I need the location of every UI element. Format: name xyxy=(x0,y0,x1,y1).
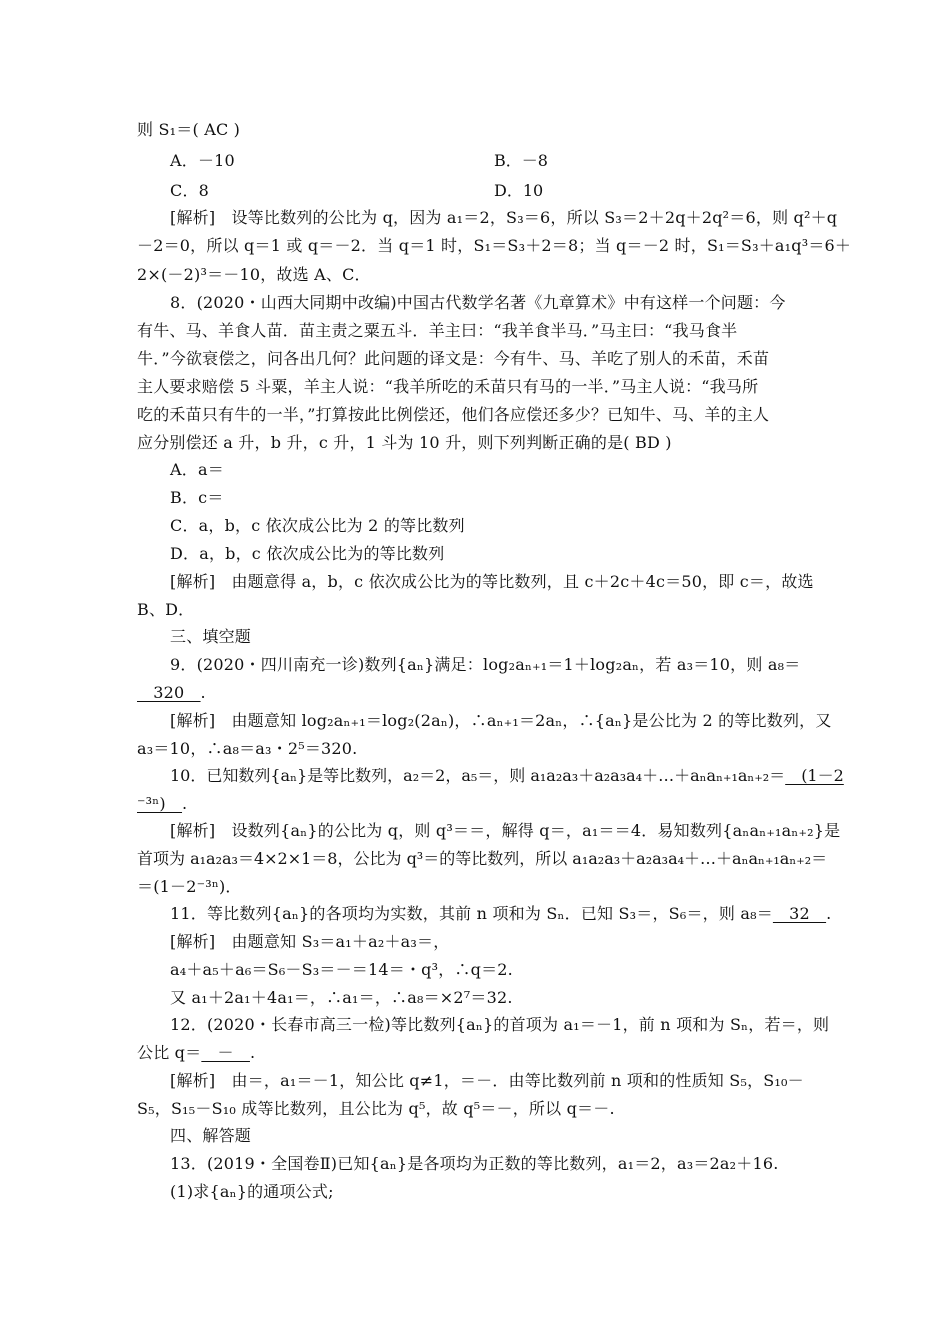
q11-period: . xyxy=(826,904,832,923)
q7-stem: 则 S₁＝( AC ) xyxy=(137,120,241,139)
q8-solution-line-1: [解析] 由题意得 a，b，c 依次成公比为的等比数列，且 c＋2c＋4c＝50，即 c＝，故选 xyxy=(170,572,814,591)
q9-answer-line xyxy=(137,683,206,703)
q10-period: . xyxy=(182,794,188,813)
q8-option-c: C．a，b，c 依次成公比为 2 的等比数列 xyxy=(170,516,465,535)
q8-option-b: B．c＝ xyxy=(170,488,224,507)
q9-solution-line-2: a₃＝10，∴a₈＝a₃・2⁵＝320. xyxy=(137,739,358,758)
q12-answer-blank: － xyxy=(201,1043,250,1062)
q12-period: . xyxy=(249,1043,256,1062)
q10-answer-blank-part-1: (1－2 xyxy=(785,766,844,785)
q11-line-1 xyxy=(170,904,831,924)
q10-solution-line-3: ＝(1－2⁻³ⁿ)． xyxy=(137,877,242,896)
q8-option-a: A．a＝ xyxy=(170,460,224,479)
section-heading-solve: 四、解答题 xyxy=(170,1126,252,1145)
q8-line-4: 主人要求赔偿 5 斗粟，羊主人说：“我羊所吃的禾苗只有马的一半．”马主人说：“我马所 xyxy=(137,377,759,396)
q10-line-1 xyxy=(170,766,844,786)
q8-line-2: 有牛、马、羊食人苗．苗主责之粟五斗．羊主曰：“我羊食半马．”马主曰：“我马食半 xyxy=(137,321,738,340)
q10-solution-line-2: 首项为 a₁a₂a₃＝4×2×1＝8，公比为 q³＝的等比数列，所以 a₁a₂a₃＋a₂a₃a₄＋…＋aₙaₙ₊₁aₙ₊₂＝ xyxy=(137,849,828,868)
q8-option-d: D．a，b，c 依次成公比为的等比数列 xyxy=(170,544,445,563)
q11-solution-line-2: a₄＋a₅＋a₆＝S₆－S₃＝－＝14＝・q³，∴q＝2. xyxy=(170,960,513,979)
q10-answer-blank-part-2: ⁻³ⁿ) xyxy=(137,794,183,813)
q11-answer-blank: 32 xyxy=(772,904,827,923)
q9-period: . xyxy=(200,683,206,702)
q13-part-1: (1)求{aₙ}的通项公式; xyxy=(170,1182,334,1201)
q9-line-1: 9．(2020・四川南充一诊)数列{aₙ}满足：log₂aₙ₊₁＝1＋log₂aₙ，若 a₃＝10，则 a₈＝ xyxy=(170,655,801,674)
q7-option-d: D．10 xyxy=(494,181,544,200)
q12-line-1: 12．(2020・长春市高三一检)等比数列{aₙ}的首项为 a₁＝－1，前 n 项和为 Sₙ，若＝，则 xyxy=(170,1015,830,1034)
q12-solution-line-1: [解析] 由＝，a₁＝－1，知公比 q≠1，＝－．由等比数列前 n 项和的性质知 S₅，S₁₀－ xyxy=(170,1071,804,1090)
q8-solution-line-2: B、D． xyxy=(137,600,195,619)
q9-solution-line-1: [解析] 由题意知 log₂aₙ₊₁＝log₂(2aₙ)，∴aₙ₊₁＝2aₙ，∴{aₙ}是公比为 2 的等比数列，又 xyxy=(170,711,832,730)
q7-solution-line-2: －2＝0，所以 q＝1 或 q＝－2．当 q＝1 时，S₁＝S₃＋2＝8；当 q＝－2 时，S₁＝S₃＋a₁q³＝6＋ xyxy=(137,236,852,255)
q11-solution-line-3: 又 a₁＋2a₁＋4a₁＝，∴a₁＝，∴a₈＝×2⁷＝32. xyxy=(170,988,513,1007)
q13-line-1: 13．(2019・全国卷Ⅱ)已知{aₙ}是各项均为正数的等比数列，a₁＝2，a₃＝2a₂＋16. xyxy=(170,1154,779,1173)
q12-ratio-label: 公比 q＝ xyxy=(137,1043,202,1062)
q8-line-6: 应分别偿还 a 升，b 升，c 升，1 斗为 10 升，则下列判断正确的是( BD ) xyxy=(137,433,672,452)
q11-solution-line-1: [解析] 由题意知 S₃＝a₁＋a₂＋a₃＝， xyxy=(170,932,450,951)
q7-option-a: A．－10 xyxy=(170,151,235,170)
q8-line-5: 吃的禾苗只有牛的一半，”打算按此比例偿还，他们各应偿还多少？已知牛、马、羊的主人 xyxy=(137,405,770,424)
q7-option-b: B．－8 xyxy=(494,151,548,170)
q12-solution-line-2: S₅，S₁₅－S₁₀ 成等比数列，且公比为 q⁵，故 q⁵＝－，所以 q＝－. xyxy=(137,1099,615,1118)
q10-answer-line-2 xyxy=(137,794,187,814)
q10-solution-line-1: [解析] 设数列{aₙ}的公比为 q，则 q³＝＝，解得 q＝，a₁＝＝4．易知数列{aₙaₙ₊₁aₙ₊₂}是 xyxy=(170,821,841,840)
q7-solution-line-1: [解析] 设等比数列的公比为 q，因为 a₁＝2，S₃＝6，所以 S₃＝2＋2q＋2q²＝6，则 q²＋q xyxy=(170,208,838,227)
q9-answer-blank: 320 xyxy=(137,683,201,702)
section-heading-fill-blank: 三、填空题 xyxy=(170,627,252,646)
q10-stem: 10．已知数列{aₙ}是等比数列，a₂＝2，a₅＝，则 a₁a₂a₃＋a₂a₃a₄＋…＋aₙaₙ₊₁aₙ₊₂＝ xyxy=(170,766,786,785)
q11-stem: 11．等比数列{aₙ}的各项均为实数，其前 n 项和为 Sₙ．已知 S₃＝，S₆＝，则 a₈＝ xyxy=(170,904,773,923)
q7-option-c: C．8 xyxy=(170,181,210,200)
q12-line-2 xyxy=(137,1043,255,1063)
q7-solution-line-3: 2×(－2)³＝－10，故选 A、C． xyxy=(137,265,371,284)
q8-line-3: 牛．”今欲衰偿之，问各出几何？此问题的译文是：今有牛、马、羊吃了别人的禾苗，禾苗 xyxy=(137,349,770,368)
q8-line-1: 8．(2020・山西大同期中改编)中国古代数学名著《九章算术》中有这样一个问题：今 xyxy=(170,293,786,312)
